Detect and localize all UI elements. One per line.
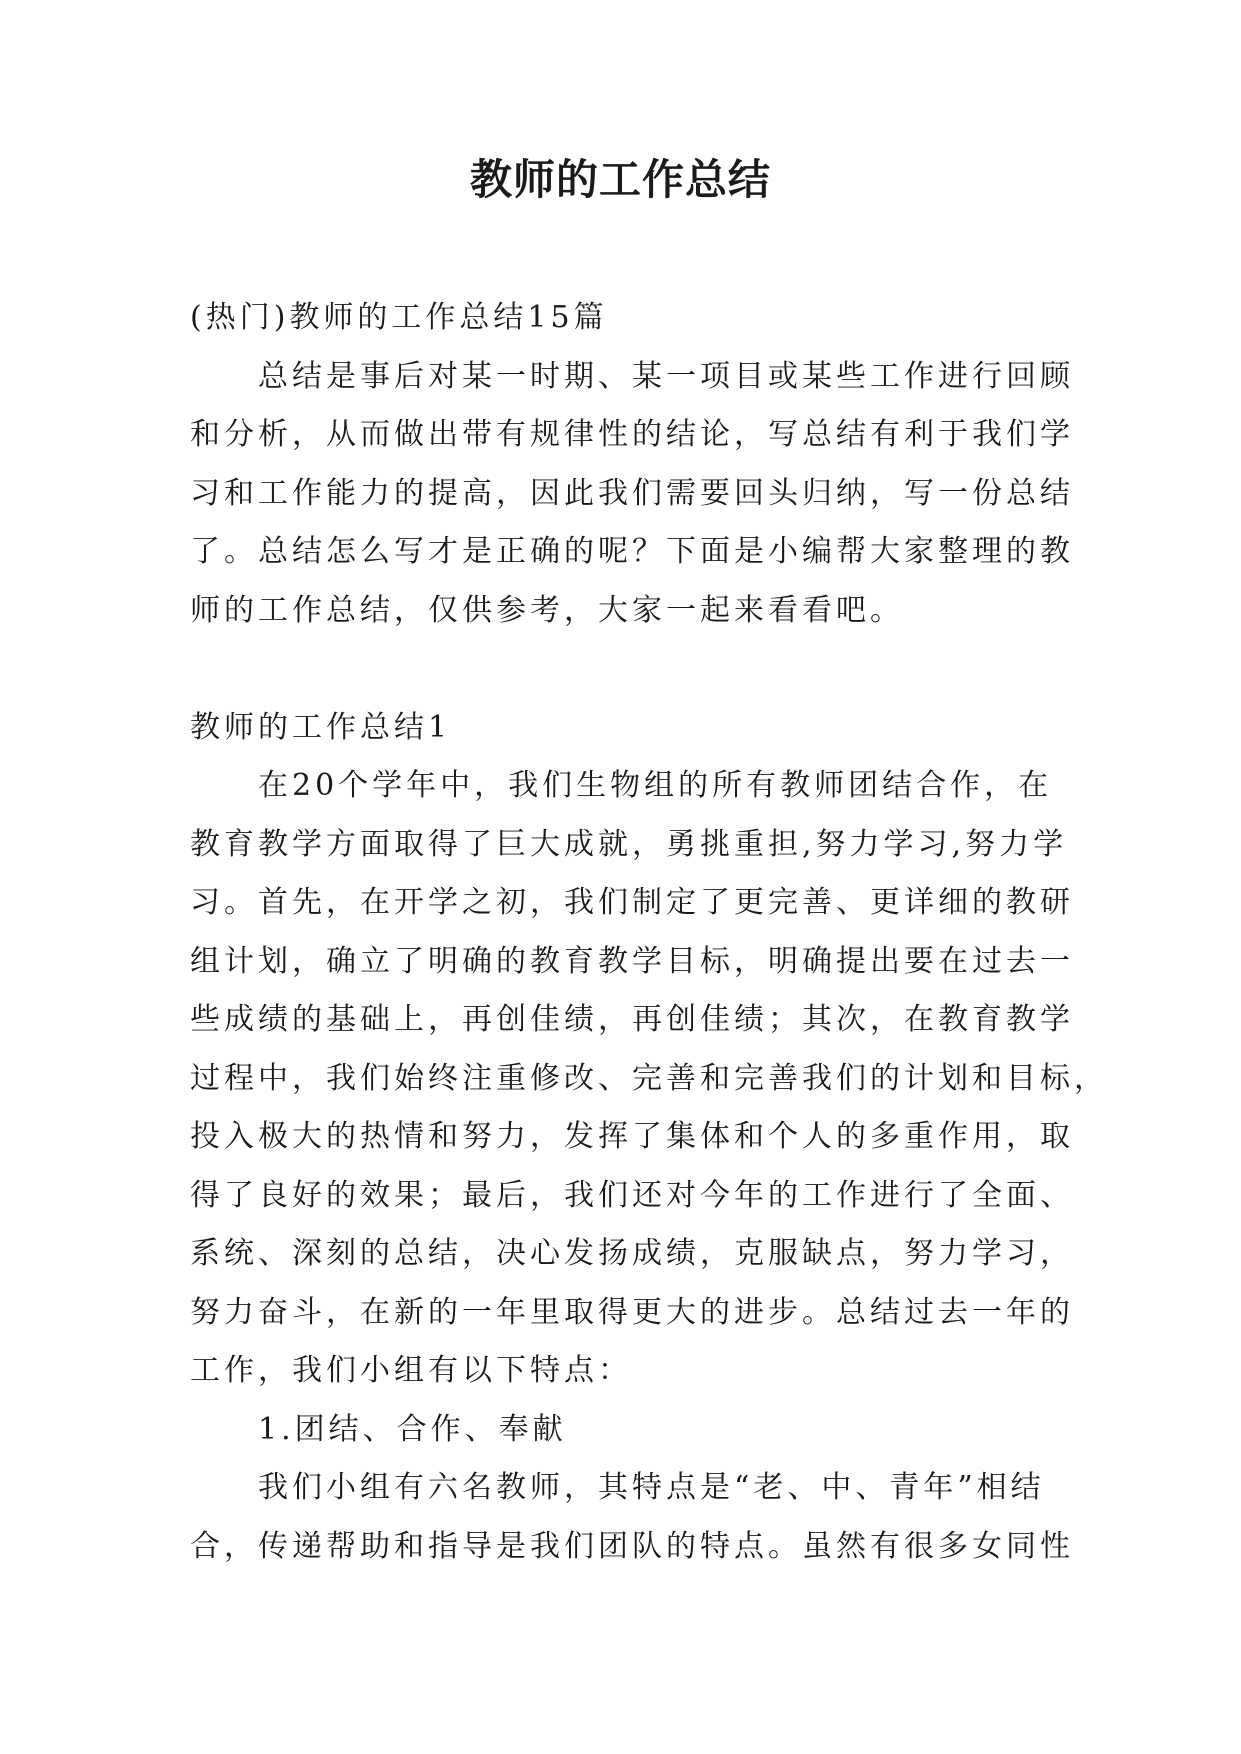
point-heading: 1.团结、合作、奉献 xyxy=(258,1411,567,1447)
intro-line: 了。总结怎么写才是正确的呢？下面是小编帮大家整理的教 xyxy=(190,534,1074,569)
section-line: 投入极大的热情和努力，发挥了集体和个人的多重作用，取 xyxy=(190,1119,1074,1154)
section-line: 过程中，我们始终注重修改、完善和完善我们的计划和目标， xyxy=(190,1060,1108,1096)
section-line: 努力奋斗，在新的一年里取得更大的进步。总结过去一年的 xyxy=(190,1294,1074,1330)
document-body xyxy=(190,289,1108,1576)
section-heading: 教师的工作总结1 xyxy=(190,709,452,745)
section-line: 些成绩的基础上，再创佳绩，再创佳绩；其次，在教育教学 xyxy=(190,1002,1074,1037)
section-line: 系统、深刻的总结，决心发扬成绩，克服缺点，努力学习， xyxy=(190,1236,1074,1271)
section-line: 习。首先，在开学之初，我们制定了更完善、更详细的教研 xyxy=(190,885,1074,920)
intro-line: 和分析，从而做出带有规律性的结论，写总结有利于我们学 xyxy=(190,417,1074,452)
section-line: 组计划，确立了明确的教育教学目标，明确提出要在过去一 xyxy=(190,943,1074,979)
intro-line: 师的工作总结，仅供参考，大家一起来看看吧。 xyxy=(190,592,904,628)
section-line: 在20个学年中，我们生物组的所有教师团结合作，在 xyxy=(258,768,1053,803)
point-line: 我们小组有六名教师，其特点是“老、中、青年”相结 xyxy=(258,1470,1045,1505)
document-subtitle: (热门)教师的工作总结15篇 xyxy=(190,300,608,335)
document-title: 教师的工作总结 xyxy=(469,155,771,204)
section-line: 得了良好的效果；最后，我们还对今年的工作进行了全面、 xyxy=(190,1177,1074,1213)
intro-line: 习和工作能力的提高，因此我们需要回头归纳，写一份总结 xyxy=(190,475,1074,511)
section-line: 教育教学方面取得了巨大成就，勇挑重担,努力学习,努力学 xyxy=(190,826,1068,862)
section-line: 工作，我们小组有以下特点： xyxy=(190,1353,632,1388)
point-line: 合，传递帮助和指导是我们团队的特点。虽然有很多女同性 xyxy=(190,1528,1074,1564)
intro-line: 总结是事后对某一时期、某一项目或某些工作进行回顾 xyxy=(258,358,1074,394)
paragraph-gap xyxy=(190,640,1050,699)
